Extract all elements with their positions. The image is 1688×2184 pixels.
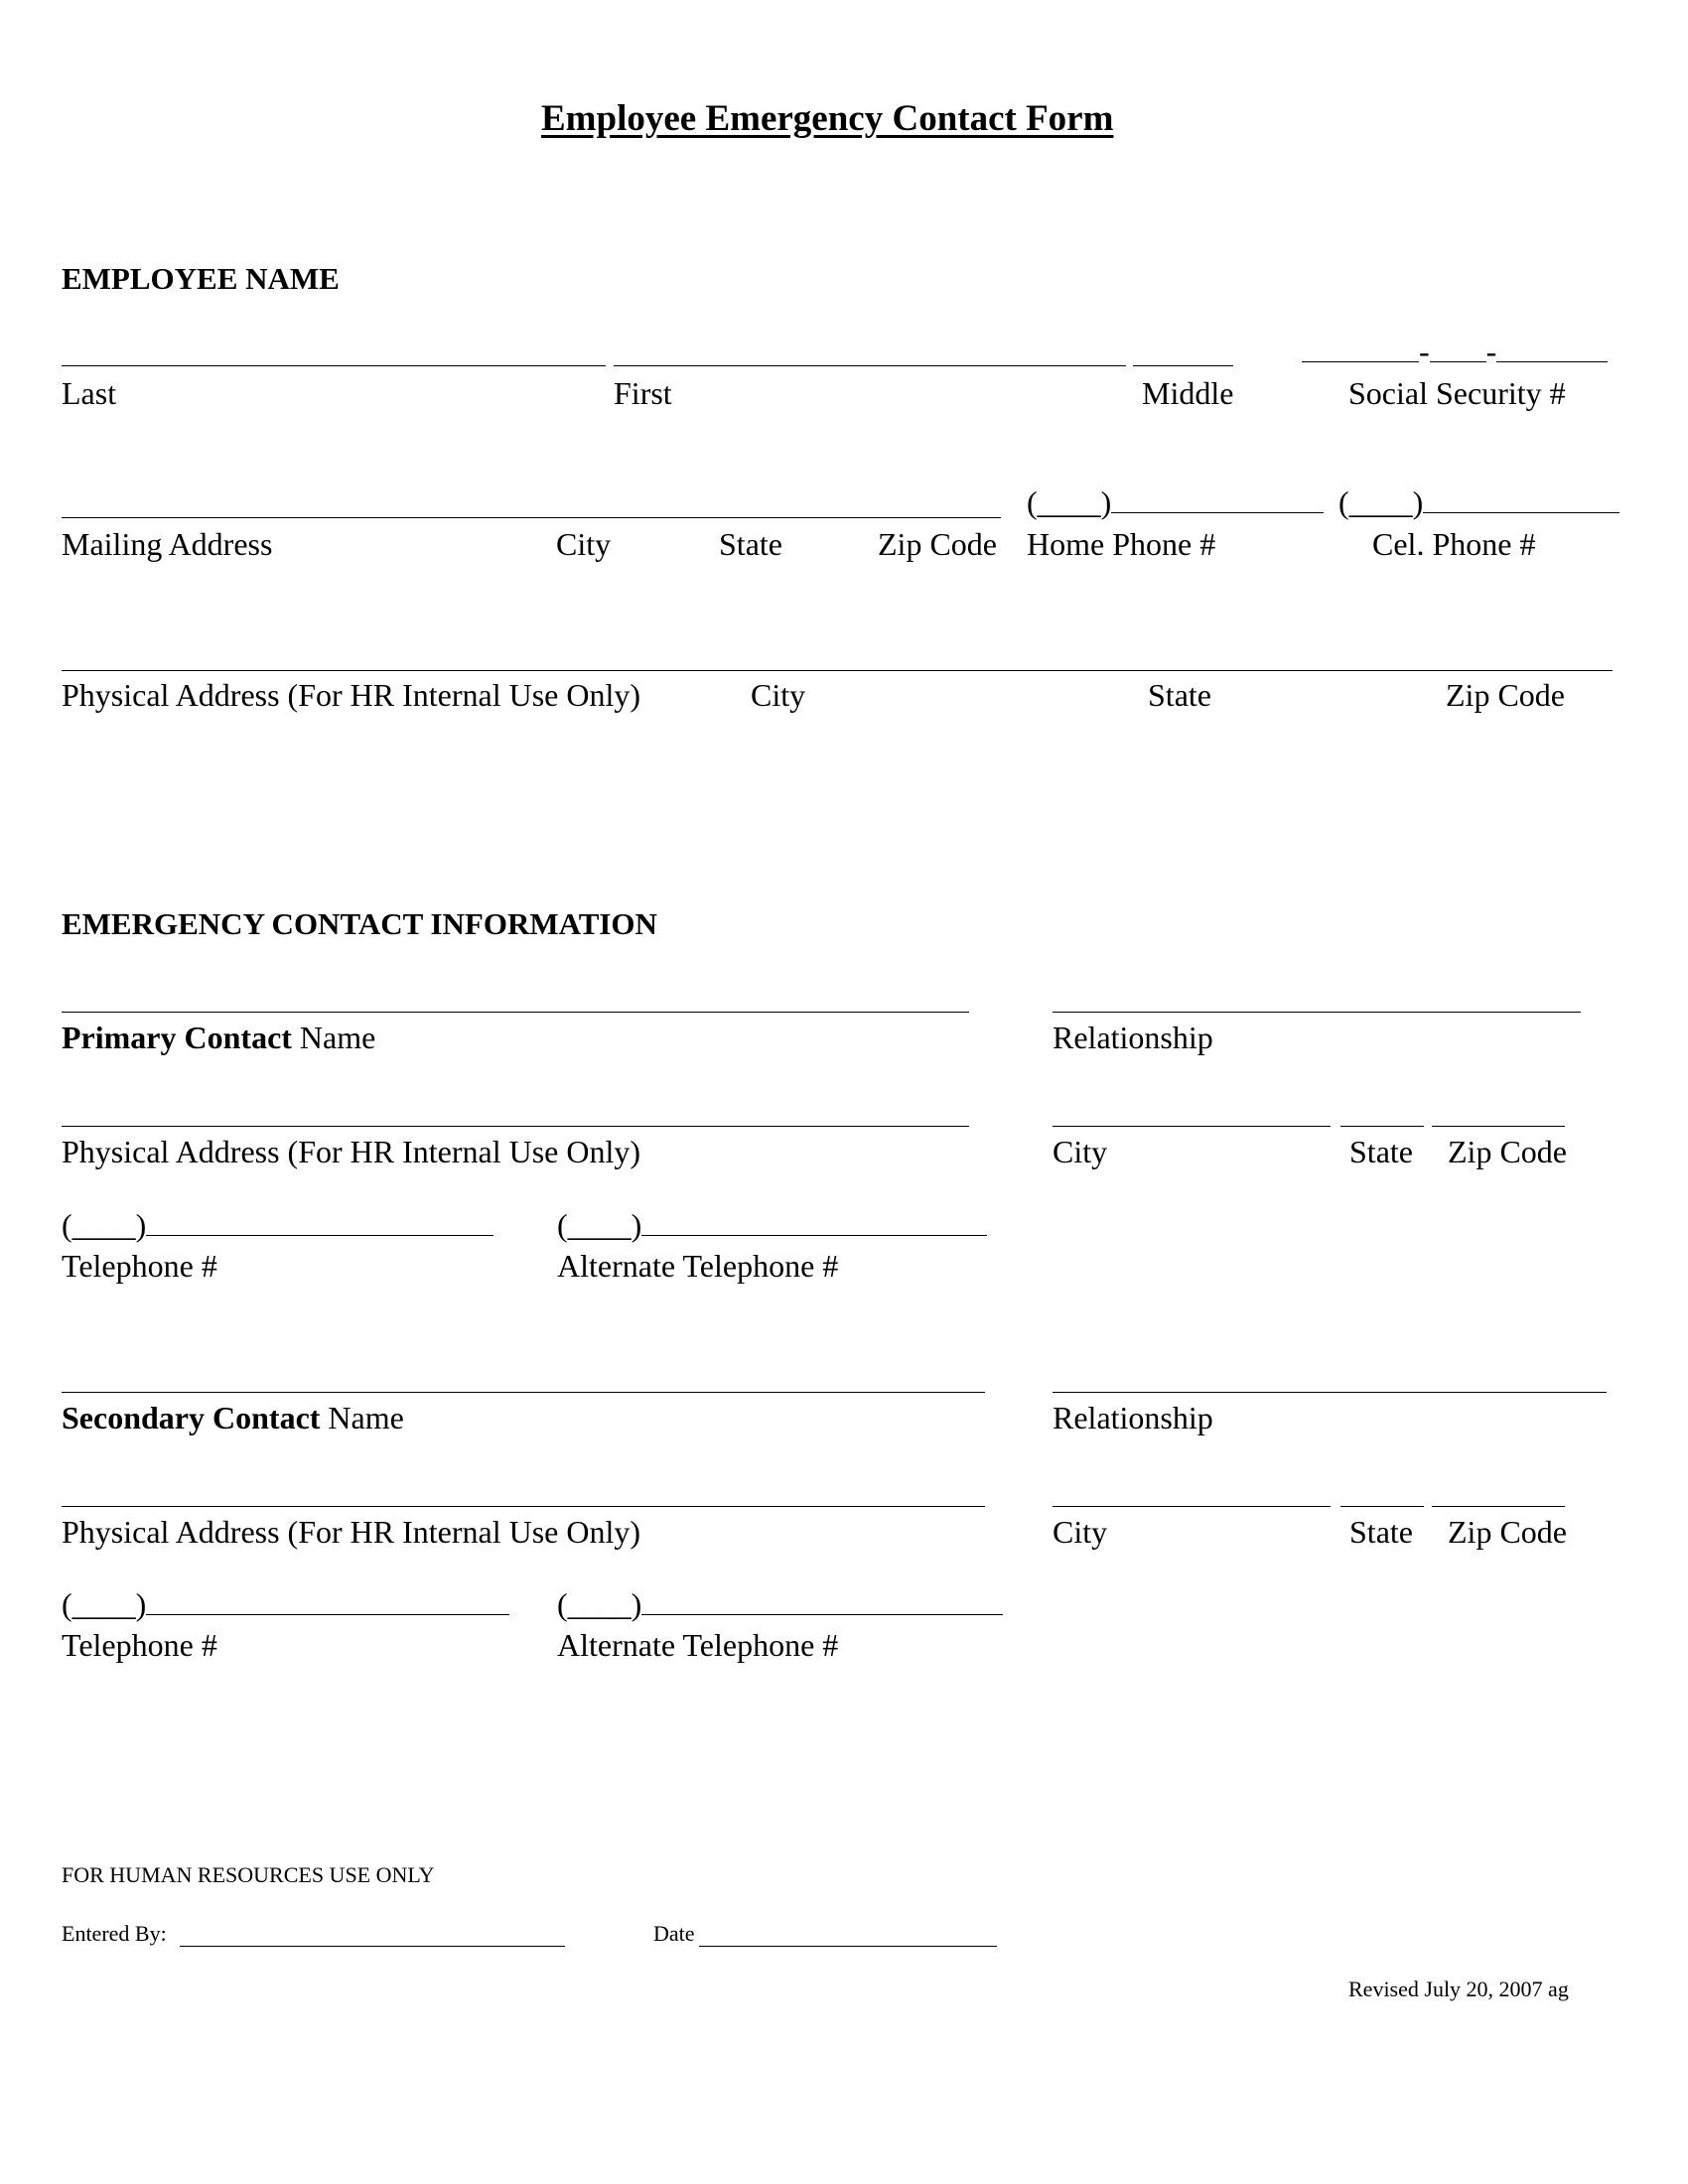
mailing-zip-label: Zip Code [878, 526, 997, 562]
hr-use-only-heading: FOR HUMAN RESOURCES USE ONLY [62, 1862, 435, 1887]
primary-city-field[interactable] [1053, 1126, 1331, 1127]
secondary-zip-label: Zip Code [1448, 1514, 1567, 1550]
primary-telephone-field[interactable] [62, 1207, 493, 1244]
last-name-field[interactable] [62, 365, 606, 366]
secondary-telephone-label: Telephone # [62, 1627, 217, 1663]
date-field[interactable] [699, 1946, 997, 1947]
home-phone-field[interactable] [1027, 484, 1324, 521]
first-name-field[interactable] [614, 365, 1126, 366]
secondary-zip-field[interactable] [1432, 1506, 1565, 1507]
mailing-address-label: Mailing Address [62, 526, 273, 562]
primary-alt-telephone-area-code: (____) [557, 1207, 642, 1243]
primary-state-label: State [1349, 1134, 1413, 1169]
cel-phone-area-code: (____) [1338, 484, 1424, 520]
secondary-state-label: State [1349, 1514, 1413, 1550]
secondary-contact-name-label [62, 1400, 404, 1436]
primary-relationship-label: Relationship [1053, 1020, 1213, 1055]
secondary-telephone-field[interactable] [62, 1586, 509, 1623]
primary-telephone-label: Telephone # [62, 1248, 217, 1284]
secondary-physical-address-field[interactable] [62, 1506, 985, 1507]
physical-zip-label: Zip Code [1446, 677, 1565, 713]
secondary-relationship-label: Relationship [1053, 1400, 1213, 1435]
secondary-telephone-area-code: (____) [62, 1586, 147, 1622]
primary-alt-telephone-label: Alternate Telephone # [557, 1248, 839, 1284]
middle-name-field[interactable] [1133, 365, 1233, 366]
physical-state-label: State [1148, 677, 1211, 713]
secondary-name-label: Name [320, 1400, 404, 1435]
cel-phone-label: Cel. Phone # [1372, 526, 1536, 562]
entered-by-label: Entered By: [62, 1921, 167, 1946]
primary-city-label: City [1053, 1134, 1108, 1169]
primary-zip-field[interactable] [1432, 1126, 1565, 1127]
middle-label: Middle [1142, 375, 1234, 411]
employee-name-heading: EMPLOYEE NAME [62, 261, 340, 296]
home-phone-area-code: (____) [1027, 484, 1112, 520]
secondary-alt-telephone-area-code: (____) [557, 1586, 642, 1622]
secondary-contact-label: Secondary Contact [62, 1400, 321, 1435]
primary-physical-address-field[interactable] [62, 1126, 969, 1127]
physical-address-label: Physical Address (For HR Internal Use Only) [62, 677, 641, 713]
first-label: First [614, 375, 672, 411]
secondary-alt-telephone-label: Alternate Telephone # [557, 1627, 839, 1663]
secondary-state-field[interactable] [1340, 1506, 1424, 1507]
revision-note: Revised July 20, 2007 ag [1348, 1977, 1569, 2001]
physical-address-field[interactable] [62, 670, 1613, 671]
primary-zip-label: Zip Code [1448, 1134, 1567, 1169]
mailing-state-label: State [719, 526, 782, 562]
emergency-contact-heading: EMERGENCY CONTACT INFORMATION [62, 906, 657, 941]
secondary-city-label: City [1053, 1514, 1108, 1550]
mailing-city-label: City [556, 526, 612, 562]
primary-relationship-field[interactable] [1053, 1012, 1581, 1013]
secondary-relationship-field[interactable] [1053, 1392, 1607, 1393]
cel-phone-field[interactable] [1338, 484, 1619, 521]
primary-name-label: Name [291, 1020, 376, 1055]
secondary-city-field[interactable] [1053, 1506, 1331, 1507]
primary-state-field[interactable] [1340, 1126, 1424, 1127]
secondary-alt-telephone-field[interactable] [557, 1586, 1003, 1623]
home-phone-label: Home Phone # [1027, 526, 1216, 562]
primary-contact-name-label [62, 1020, 375, 1056]
entered-by-field[interactable] [180, 1946, 565, 1947]
page-title: Employee Emergency Contact Form [541, 98, 1114, 139]
primary-alt-telephone-field[interactable] [557, 1207, 987, 1244]
primary-telephone-area-code: (____) [62, 1207, 147, 1243]
primary-contact-label: Primary Contact [62, 1020, 292, 1055]
ssn-field[interactable]: - - [1302, 334, 1608, 370]
secondary-physical-address-label: Physical Address (For HR Internal Use Only) [62, 1514, 641, 1550]
secondary-name-field[interactable] [62, 1392, 985, 1393]
mailing-address-field[interactable] [62, 517, 1001, 518]
last-label: Last [62, 375, 117, 411]
date-label: Date [653, 1921, 695, 1946]
primary-physical-address-label: Physical Address (For HR Internal Use Only) [62, 1134, 641, 1169]
primary-name-field[interactable] [62, 1012, 969, 1013]
physical-city-label: City [751, 677, 806, 713]
ssn-label: Social Security # [1348, 375, 1566, 411]
